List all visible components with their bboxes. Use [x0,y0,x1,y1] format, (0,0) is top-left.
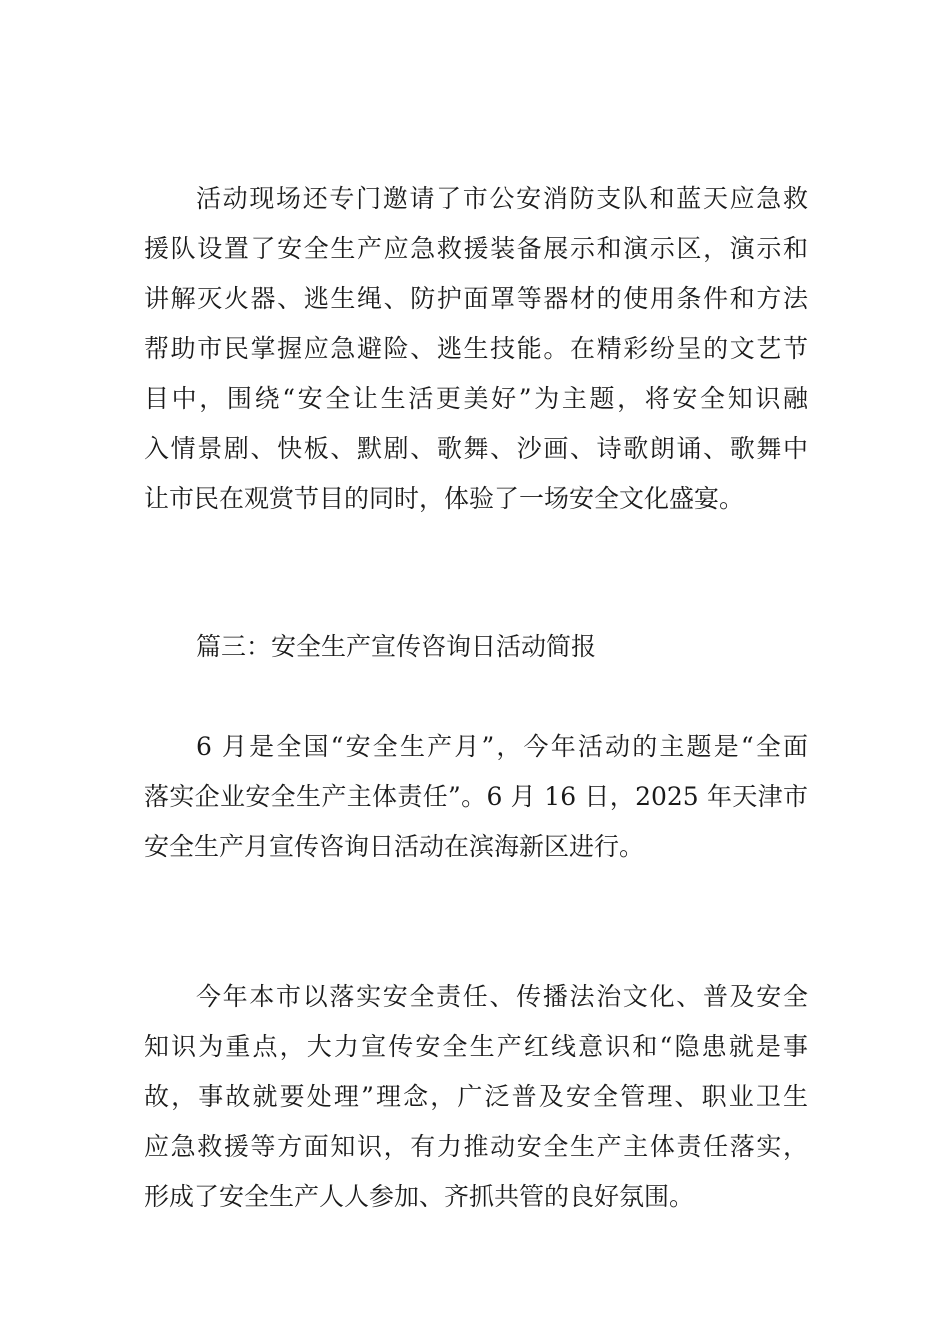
paragraph-line: 目中，围绕“安全让生活更美好”为主题，将安全知识融 [144,384,808,413]
paragraph-line: 活动现场还专门邀请了市公安消防支队和蓝天应急救 [196,184,808,213]
section-heading: 篇三：安全生产宣传咨询日活动简报 [196,632,597,661]
paragraph-line: 入情景剧、快板、默剧、歌舞、沙画、诗歌朗诵、歌舞中 [144,434,808,463]
paragraph-safety-month [144,722,808,872]
paragraph-line: 讲解灭火器、逃生绳、防护面罩等器材的使用条件和方法 [144,284,808,313]
paragraph-line: 故，事故就要处理”理念，广泛普及安全管理、职业卫生 [144,1082,808,1111]
paragraph-line: 让市民在观赏节目的同时，体验了一场安全文化盛宴。 [144,484,745,513]
paragraph-line: 应急救援等方面知识，有力推动安全生产主体责任落实， [144,1132,808,1161]
paragraph-activity-scene [144,174,808,524]
paragraph-line: 形成了安全生产人人参加、齐抓共管的良好氛围。 [144,1182,695,1211]
paragraph-line: 安全生产月宣传咨询日活动在滨海新区进行。 [144,832,645,861]
paragraph-line: 落实企业安全生产主体责任”。6 月 16 日，2025 年天津市 [144,782,808,811]
paragraph-line: 帮助市民掌握应急避险、逃生技能。在精彩纷呈的文艺节 [144,334,808,363]
paragraph-line: 今年本市以落实安全责任、传播法治文化、普及安全 [196,982,808,1011]
paragraph-line: 援队设置了安全生产应急救援装备展示和演示区，演示和 [144,234,808,263]
paragraph-line: 知识为重点，大力宣传安全生产红线意识和“隐患就是事 [144,1032,808,1061]
paragraph-line: 6 月是全国“安全生产月”，今年活动的主题是“全面 [196,732,808,761]
paragraph-city-focus [144,972,808,1222]
